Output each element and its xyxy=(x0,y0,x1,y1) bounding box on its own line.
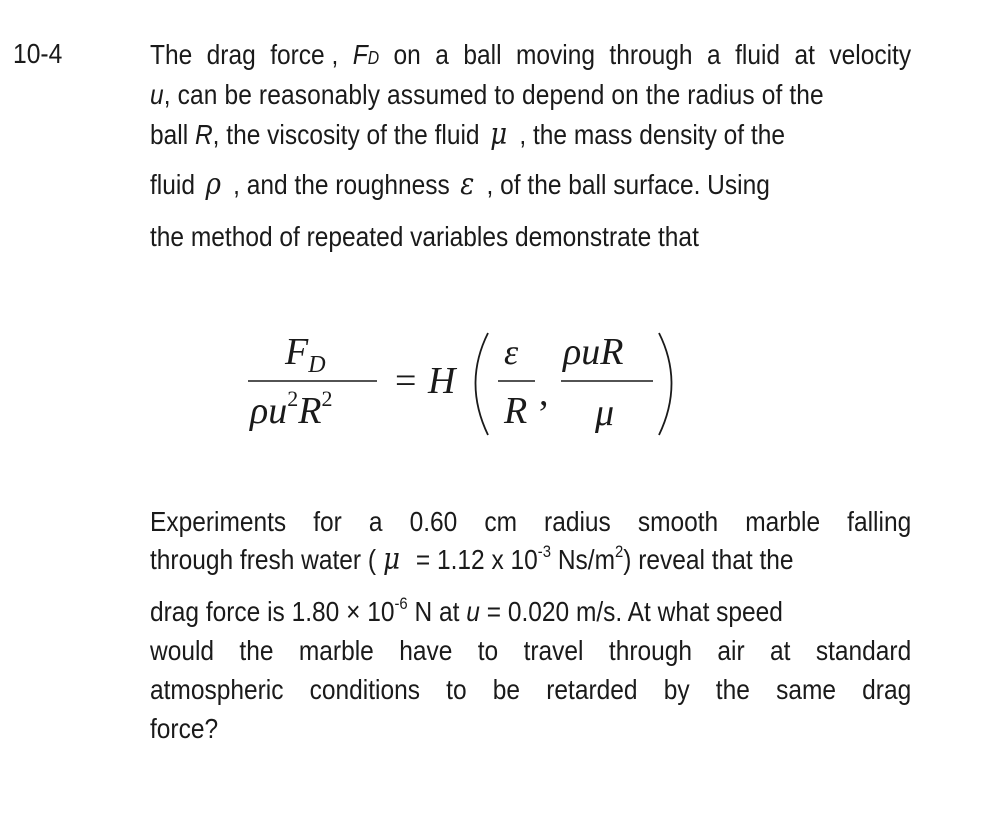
arg1-denominator: R xyxy=(504,390,528,432)
statement-line-5: the method of repeated variables demonstrate that xyxy=(150,221,699,252)
mu-symbol: μ xyxy=(490,117,508,152)
arg2-denominator: μ xyxy=(595,392,615,434)
arg1-numerator: ε xyxy=(504,332,519,372)
drag-force-symbol: FD xyxy=(352,39,380,70)
function-h: H xyxy=(428,360,456,402)
epsilon-symbol: ε xyxy=(460,167,475,202)
lhs-denominator: $\rho u^2R^2$ xyxy=(250,386,333,432)
right-paren xyxy=(659,333,672,435)
pi-group-equation xyxy=(245,325,685,445)
statement-line-3: ball R, the viscosity of the fluid μ , the mass density of the xyxy=(150,117,785,152)
arg-comma: , xyxy=(539,372,549,414)
experiment-line-1: Experiments for a 0.60 cm radius smooth marble falling xyxy=(150,506,912,537)
statement-line-1: The drag force , FD on a ball moving through a fluid at velocity xyxy=(150,39,912,70)
experiment-line-2: through fresh water ( μ = 1.12 x $10^{-3}$ $Ns/m^2$) reveal that the xyxy=(150,542,794,577)
experiment-line-6: force? xyxy=(150,713,219,744)
arg2-numerator: ρuR xyxy=(563,331,624,373)
lhs-numerator: $F_D$ xyxy=(285,331,326,378)
left-paren xyxy=(476,333,489,435)
mu-symbol-2: μ xyxy=(383,542,401,577)
experiment-line-5: atmospheric conditions to be retarded by the same drag xyxy=(150,674,912,705)
experiment-line-4: would the marble have to travel through air at standard xyxy=(150,635,912,666)
rho-symbol: ρ xyxy=(205,167,221,202)
statement-line-2: u, can be reasonably assumed to depend on the radius of the xyxy=(150,79,824,110)
equals-sign: = xyxy=(395,360,417,402)
experiment-line-3: drag force is $1.80 \times 10^{-6}$ N at u = 0.020 m/s. At what speed xyxy=(150,594,783,627)
problem-number: 10-4 xyxy=(13,38,63,69)
statement-line-4: fluid ρ , and the roughness ε , of the ball surface. Using xyxy=(150,167,770,202)
